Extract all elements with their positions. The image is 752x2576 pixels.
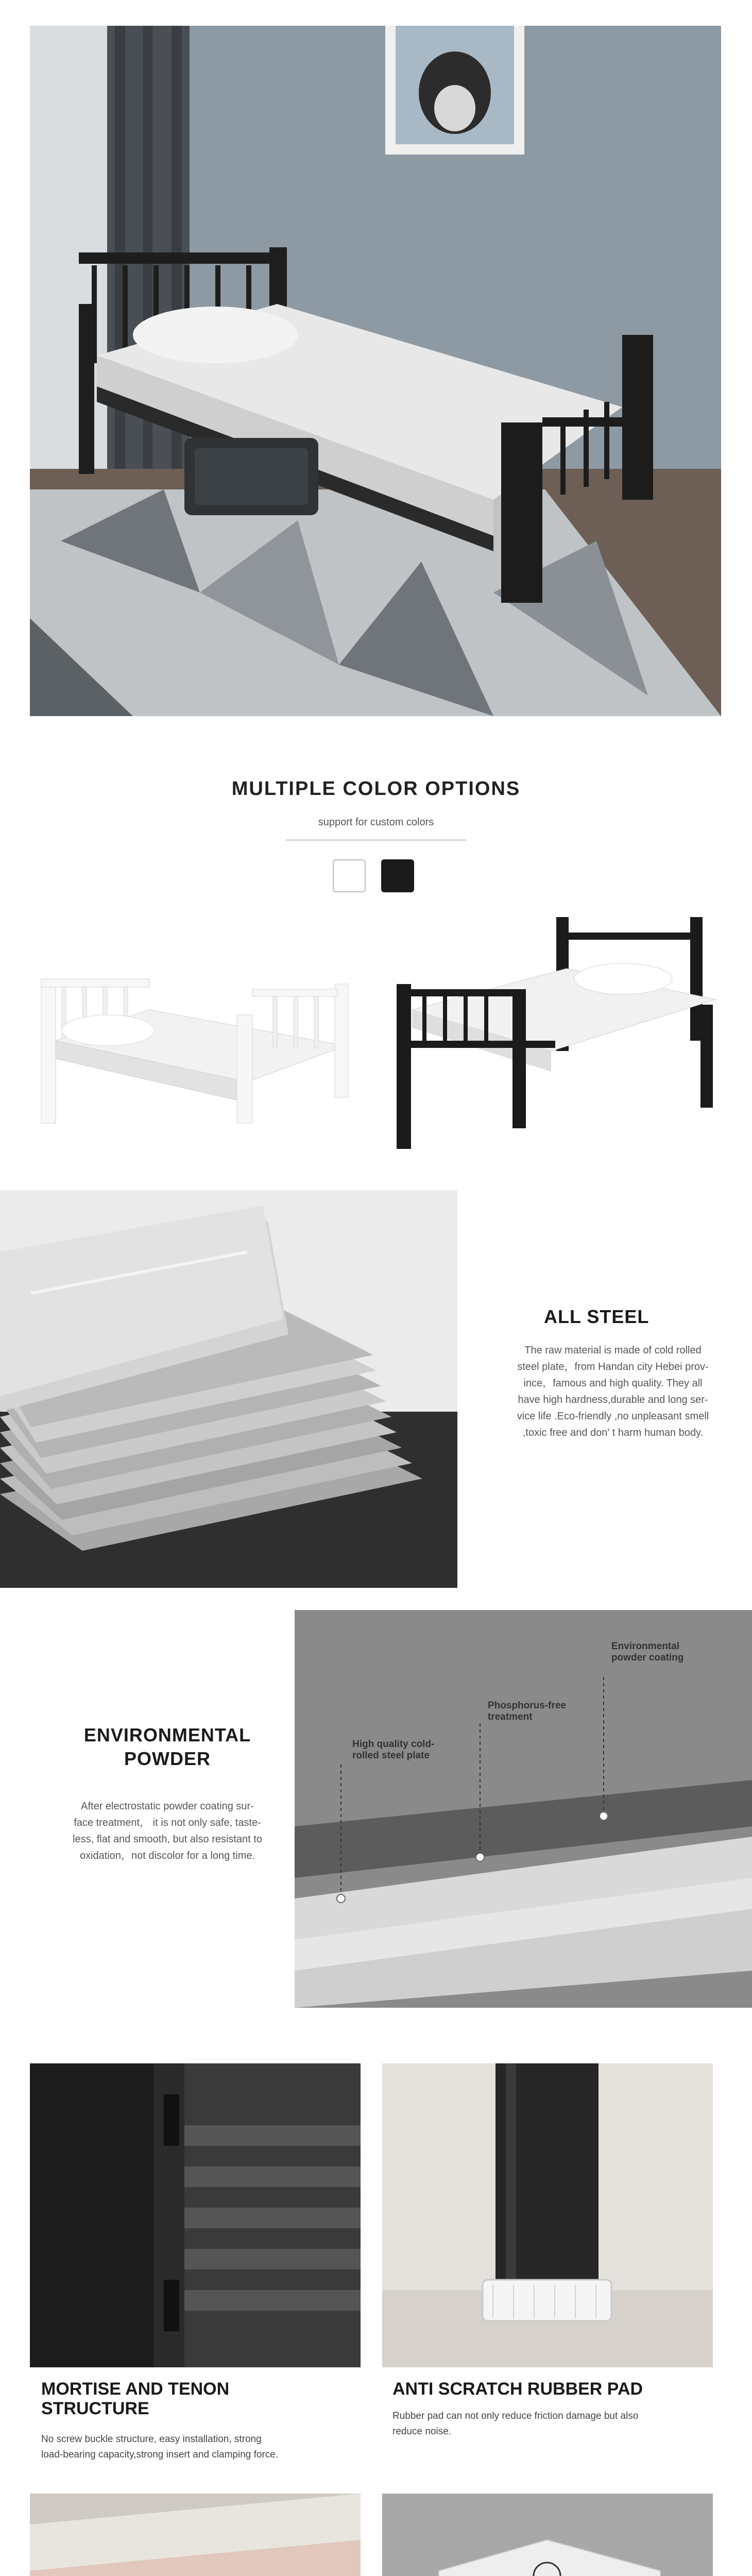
color-options-title: MULTIPLE COLOR OPTIONS [231, 778, 521, 800]
callout-line: powder coating [611, 1652, 684, 1663]
coating-layers-illustration [295, 1610, 752, 2008]
rubber-pad-title: ANTI SCRATCH RUBBER PAD [392, 2379, 643, 2399]
rubber-pad-image [382, 2063, 713, 2367]
feature-text-line: No screw buckle structure, easy installation, strong [41, 2434, 262, 2445]
all-steel-line: ince，famous and high quality. They all [523, 1378, 703, 1389]
white-bed-image [31, 912, 361, 1128]
mortise-tenon-image [30, 2063, 361, 2367]
callout-line: Environmental [611, 1641, 679, 1652]
callout-line: treatment [488, 1711, 533, 1722]
mortise-tenon-text [41, 2432, 278, 2463]
environmental-line: less, flat and smooth, but also resistant to [73, 1834, 262, 1845]
callout-cold-rolled-steel [352, 1739, 434, 1761]
all-steel-line: vice life .Eco-friendly ,no unpleasant smell [517, 1411, 709, 1422]
callout-line: rolled steel plate [352, 1750, 430, 1761]
environmental-line: oxidation，not discolor for a long time. [79, 1850, 255, 1861]
steel-sheets-illustration [0, 1190, 457, 1588]
widened-frame-illustration [30, 2494, 361, 2576]
type-c-bedpost-image [382, 2494, 713, 2576]
hero-bed-photo [30, 26, 721, 716]
environmental-title [82, 1723, 252, 1771]
environmental-line: face treatment， it is not only safe, taste- [74, 1817, 261, 1828]
environmental-line: After electrostatic powder coating sur- [81, 1801, 254, 1812]
rubber-pad-illustration [382, 2063, 713, 2367]
environmental-title-line: ENVIRONMENTAL [83, 1724, 251, 1745]
color-options-subtitle: support for custom colors [318, 817, 434, 828]
all-steel-title: ALL STEEL [544, 1306, 650, 1327]
callout-powder-coating [611, 1641, 683, 1664]
all-steel-line: ,toxic free and don' t harm human body. [522, 1427, 704, 1438]
all-steel-line: The raw material is made of cold rolled [524, 1345, 702, 1356]
type-c-bedpost-illustration [382, 2494, 713, 2576]
color-swatch-black[interactable] [381, 859, 414, 892]
coating-layers-image [295, 1610, 752, 2008]
callout-line: Phosphorus-free [488, 1700, 567, 1711]
steel-sheets-image [0, 1190, 457, 1588]
environmental-title-line: POWDER [124, 1748, 211, 1769]
mortise-tenon-title [41, 2379, 229, 2418]
all-steel-line: have high hardness,durable and long ser- [518, 1394, 708, 1405]
callout-phosphorus-free [488, 1700, 566, 1723]
feature-text-line: reduce noise. [392, 2426, 452, 2437]
feature-title-line: STRUCTURE [41, 2399, 149, 2418]
feature-text-line: load-bearing capacity,strong insert and clamping force. [41, 2449, 279, 2460]
feature-title-line: MORTISE AND TENON [41, 2379, 230, 2399]
mortise-tenon-illustration [30, 2063, 361, 2367]
widened-frame-image [30, 2494, 361, 2576]
environmental-text [54, 1798, 281, 1864]
feature-text-line: Rubber pad can not only reduce friction damage but also [392, 2411, 639, 2421]
all-steel-line: steel plate，from Handan city Hebei prov- [517, 1361, 709, 1372]
black-bed-image [381, 912, 731, 1154]
color-swatch-white[interactable] [333, 859, 366, 892]
all-steel-text [492, 1342, 734, 1441]
callout-line: High quality cold- [352, 1739, 435, 1750]
hero-bed-illustration [30, 26, 721, 716]
rubber-pad-text [392, 2409, 638, 2439]
